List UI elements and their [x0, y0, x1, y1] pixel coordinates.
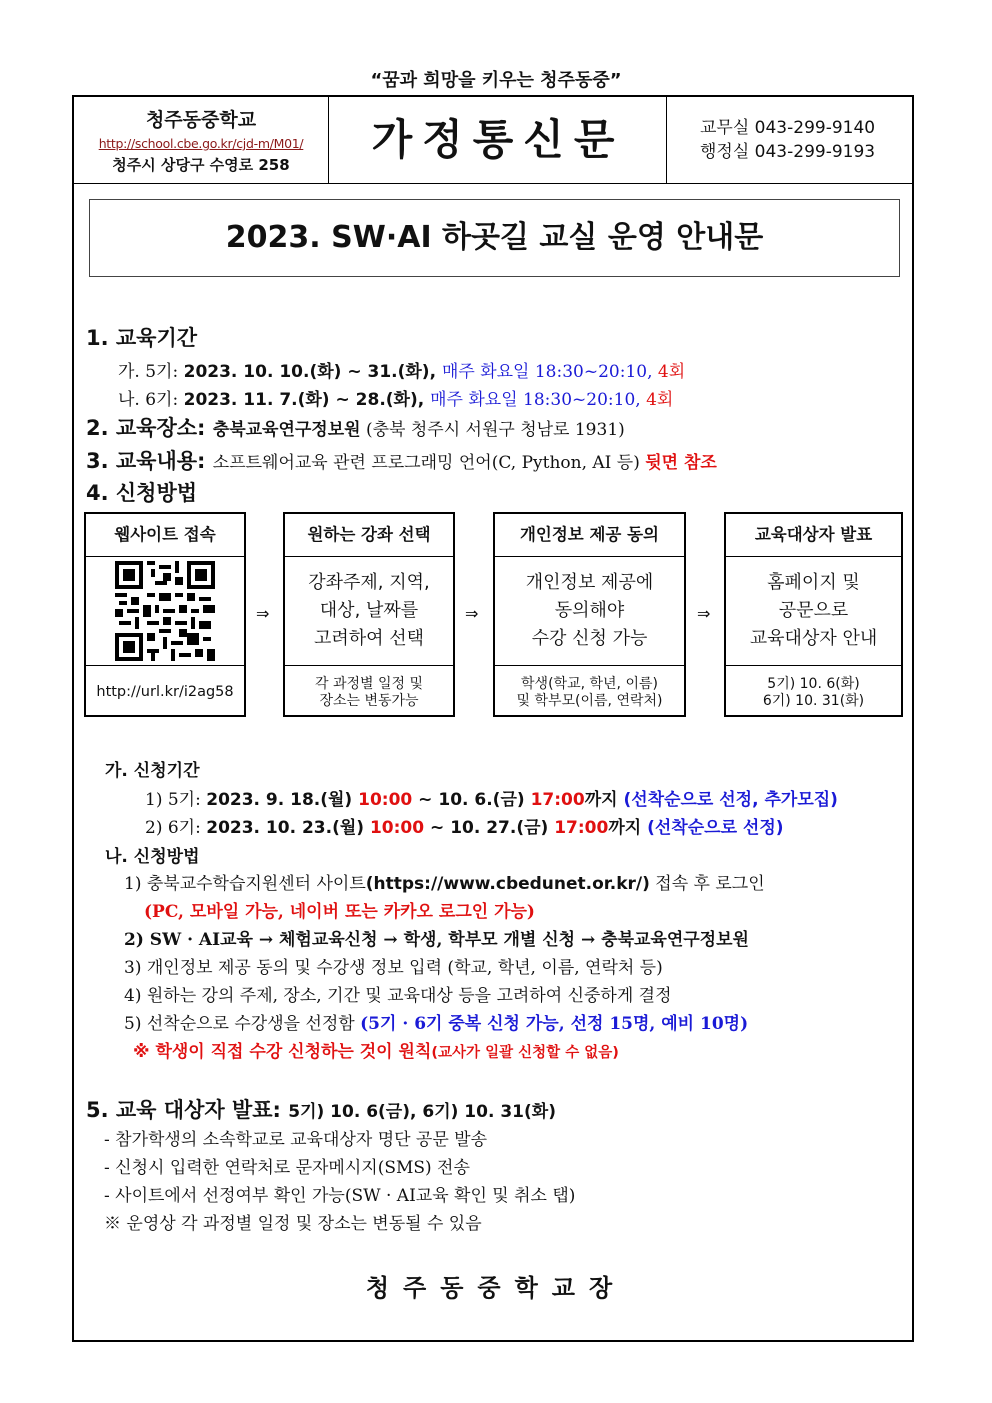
- section5-item-2: - 신청시 입력한 연락처로 문자메시지(SMS) 전송: [104, 1158, 470, 1178]
- school-address: 청주시 상당구 수영로 258: [112, 156, 290, 174]
- arrow-icon: ⇒: [697, 604, 711, 623]
- period-row-5: 가. 5기: 2023. 10. 10.(화) ~ 31.(화), 매주 화요일 18:30~20:10, 4회: [118, 362, 686, 382]
- step-website: [84, 512, 246, 717]
- school-url-link[interactable]: http://school.cbe.go.kr/cjd-m/M01/: [98, 136, 304, 151]
- section4-heading: 4. 신청방법: [86, 481, 198, 505]
- section3: 3. 교육내용: 소프트웨어교육 관련 프로그래밍 언어(C, Python, AI 등) 뒷면 참조: [86, 449, 717, 473]
- school-info: [74, 97, 329, 183]
- method-item-4: 4) 원하는 강의 주제, 장소, 기간 및 교육대상 등을 고려하여 신중하게 결정: [124, 986, 672, 1006]
- arrow-icon: ⇒: [465, 604, 479, 623]
- period-heading: 가. 신청기간: [105, 761, 200, 781]
- step-title: 교육대상자 발표: [726, 514, 901, 557]
- method-heading: 나. 신청방법: [105, 847, 200, 867]
- method-item-3: 3) 개인정보 제공 동의 및 수강생 정보 입력 (학교, 학년, 이름, 연락처 등): [124, 958, 663, 978]
- phone-office: 교무실 043-299-9140: [700, 118, 876, 138]
- step-title: 개인정보 제공 동의: [495, 514, 684, 557]
- method-warning: ※ 학생이 직접 수강 신청하는 것이 원칙(교사가 일괄 신청할 수 없음): [133, 1042, 619, 1062]
- section5-heading: 5. 교육 대상자 발표: 5기) 10. 6(금), 6기) 10. 31(화): [86, 1098, 556, 1122]
- step-title: 원하는 강좌 선택: [285, 514, 453, 557]
- header-divider: [74, 183, 912, 184]
- section1-heading: 1. 교육기간: [86, 326, 198, 350]
- principal-signature: 청주동중학교장: [365, 1274, 627, 1302]
- section5-item-1: - 참가학생의 소속학교로 교육대상자 명단 공문 발송: [104, 1130, 488, 1150]
- apply-row-5: 1) 5기: 2023. 9. 18.(월) 10:00 ~ 10. 6.(금) 17:00까지 (선착순으로 선정, 추가모집): [145, 790, 838, 810]
- document-title: 2023. SW·AI 하곳길 교실 운영 안내문: [89, 199, 900, 277]
- period-row-6: 나. 6기: 2023. 11. 7.(화) ~ 28.(화), 매주 화요일 18:30~20:10, 4회: [118, 390, 674, 410]
- arrow-icon: ⇒: [256, 604, 270, 623]
- step-consent: 개인정보 제공 동의 개인정보 제공에 동의해야 수강 신청 가능 학생(학교, 학년, 이름) 및 학부모(이름, 연락처): [493, 512, 686, 717]
- cbedunet-link[interactable]: (https://www.cbedunet.or.kr/): [365, 874, 650, 894]
- contact-info: [700, 116, 875, 164]
- method-item-2: 2) SW · AI교육 → 체험교육신청 → 학생, 학부모 개별 신청 → 충북교육연구정보원: [124, 930, 749, 950]
- school-name: 청주동중학교: [145, 109, 257, 131]
- newsletter-title-cell: [330, 97, 667, 183]
- qr-code-icon[interactable]: [115, 561, 215, 661]
- step-title: 웹사이트 접속: [86, 514, 244, 557]
- method-item-1-note: (PC, 모바일 가능, 네이버 또는 카카오 로그인 가능): [144, 902, 535, 922]
- method-item-5: 5) 선착순으로 수강생을 선정함 (5기 · 6기 중복 신청 가능, 선정 15명, 예비 10명): [124, 1014, 749, 1034]
- step-select-course: 원하는 강좌 선택 강좌주제, 지역, 대상, 날짜를 고려하여 선택 각 과정별 일정 및 장소는 변동가능: [283, 512, 455, 717]
- method-item-1: 1) 충북교수학습지원센터 사이트(https://www.cbedunet.or.kr/) 접속 후 로그인: [124, 874, 765, 894]
- step-footer-url[interactable]: http://url.kr/i2ag58: [96, 684, 234, 700]
- section2: 2. 교육장소: 충북교육연구정보원 (충북 청주시 서원구 청남로 1931): [86, 416, 625, 440]
- motto: “꿈과 희망을 키우는 청주동중”: [370, 70, 622, 91]
- section5-item-3: - 사이트에서 선정여부 확인 가능(SW · AI교육 확인 및 취소 탭): [104, 1186, 576, 1206]
- phone-admin: 행정실 043-299-9193: [700, 142, 876, 162]
- section5-note: ※ 운영상 각 과정별 일정 및 장소는 변동될 수 있음: [104, 1214, 482, 1234]
- apply-row-6: 2) 6기: 2023. 10. 23.(월) 10:00 ~ 10. 27.(금) 17:00까지 (선착순으로 선정): [145, 818, 784, 838]
- step-announcement: 교육대상자 발표 홈페이지 및 공문으로 교육대상자 안내 5기) 10. 6(화) 6기) 10. 31(화): [724, 512, 903, 717]
- newsletter-title: 가정통신문: [371, 115, 625, 164]
